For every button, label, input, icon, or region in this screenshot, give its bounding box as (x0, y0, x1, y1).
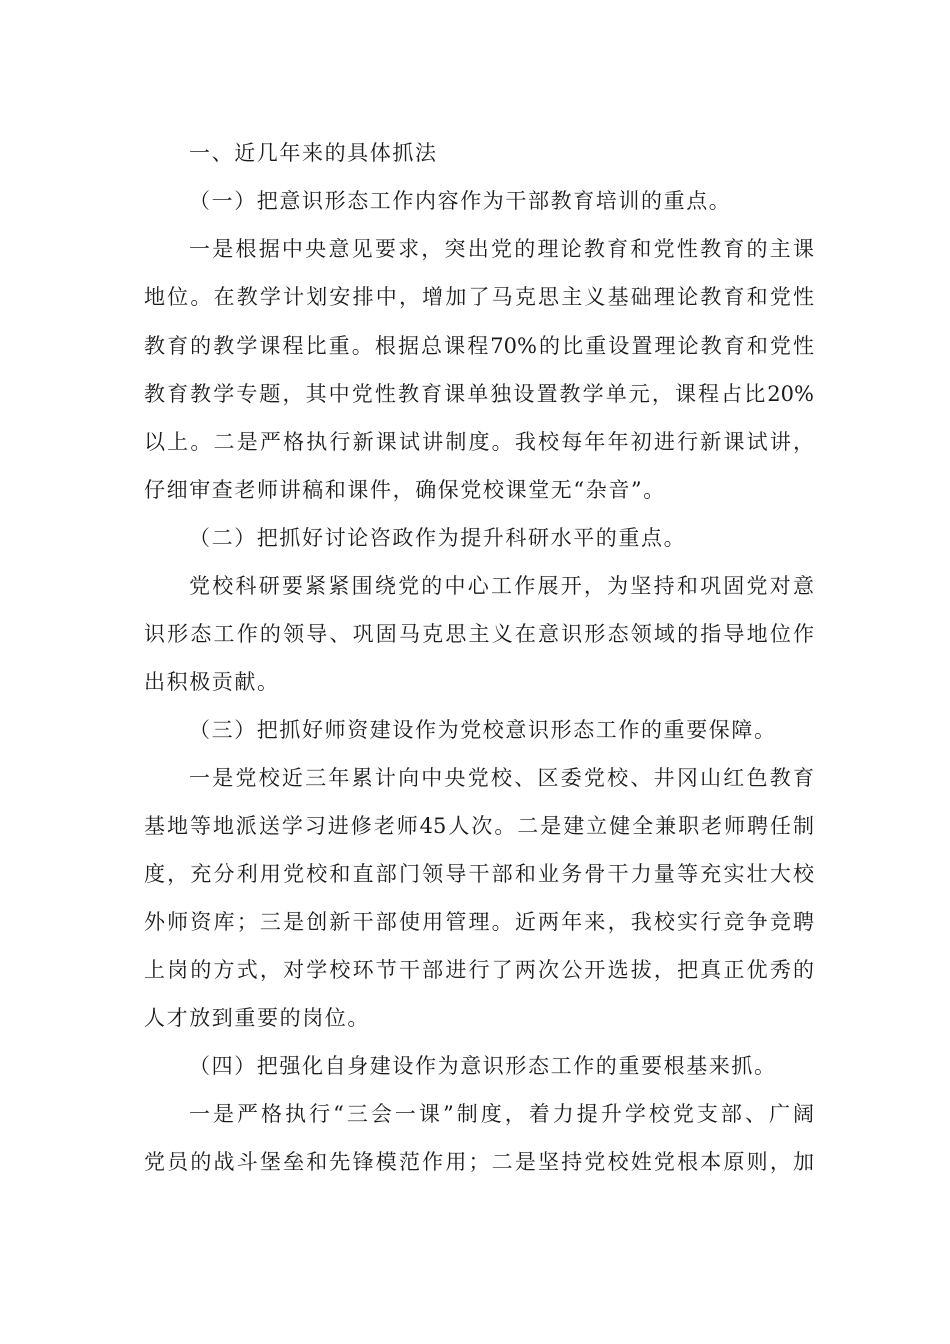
paragraph-line: 地位。在教学计划安排中，增加了马克思主义基础理论教育和党性 (144, 285, 814, 309)
paragraph-line: 仔细审查老师讲稿和课件，确保党校课堂无“杂音”。 (144, 478, 666, 502)
paragraph-line: 党校科研要紧紧围绕党的中心工作展开，为坚持和巩固党对意 (189, 574, 814, 598)
subsection-heading: （四）把强化自身建设作为意识形态工作的重要根基来抓。 (189, 1054, 777, 1078)
paragraph-line: 出积极贡献。 (144, 670, 280, 694)
paragraph-line: 上岗的方式，对学校环节干部进行了两次公开选拔，把真正优秀的 (144, 958, 814, 982)
paragraph-line: 一是党校近三年累计向中央党校、区委党校、井冈山红色教育 (189, 766, 814, 790)
paragraph-line: 外师资库；三是创新干部使用管理。近两年来，我校实行竞争竞聘 (144, 910, 814, 934)
paragraph-line: 教育的教学课程比重。根据总课程70%的比重设置理论教育和党性 (144, 334, 814, 358)
paragraph-line: 识形态工作的领导、巩固马克思主义在意识形态领域的指导地位作 (144, 622, 814, 646)
paragraph-line: 教育教学专题，其中党性教育课单独设置教学单元，课程占比20% (144, 382, 814, 406)
paragraph-line: 一是严格执行“三会一课”制度，着力提升学校党支部、广阔 (189, 1102, 814, 1126)
paragraph-line: 一是根据中央意见要求，突出党的理论教育和党性教育的主课 (189, 237, 814, 261)
section-heading: 一、近几年来的具体抓法 (189, 141, 438, 165)
paragraph-line: 度，充分利用党校和直部门领导干部和业务骨干力量等充实壮大校 (144, 862, 814, 886)
paragraph-line: 党员的战斗堡垒和先锋模范作用；二是坚持党校姓党根本原则，加 (144, 1150, 814, 1174)
paragraph-line: 以上。二是严格执行新课试讲制度。我校每年年初进行新课试讲， (144, 430, 814, 454)
paragraph-line: 基地等地派送学习进修老师45人次。二是建立健全兼职老师聘任制 (144, 814, 814, 838)
subsection-heading: （三）把抓好师资建设作为党校意识形态工作的重要保障。 (189, 718, 777, 742)
subsection-heading: （一）把意识形态工作内容作为干部教育培训的重点。 (189, 189, 732, 213)
subsection-heading: （二）把抓好讨论咨政作为提升科研水平的重点。 (189, 526, 687, 550)
paragraph-line: 人才放到重要的岗位。 (144, 1006, 370, 1030)
